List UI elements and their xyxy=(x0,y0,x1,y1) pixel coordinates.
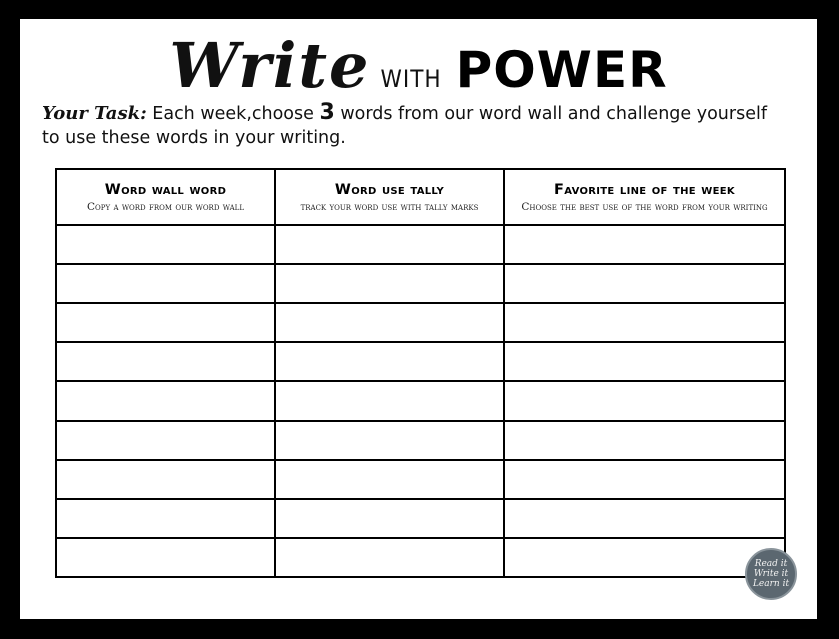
word-log-table xyxy=(55,168,789,579)
table-row xyxy=(56,499,785,538)
favorite-line-cell[interactable] xyxy=(504,381,785,420)
word-cell[interactable] xyxy=(56,499,275,538)
tally-cell[interactable] xyxy=(275,499,504,538)
read-write-learn-logo xyxy=(745,548,797,600)
favorite-line-cell[interactable] xyxy=(504,303,785,342)
tally-cell[interactable] xyxy=(275,381,504,420)
title-power: POWER xyxy=(455,41,668,99)
tally-cell[interactable] xyxy=(275,538,504,577)
logo-line: Read it xyxy=(754,559,788,569)
column-header-word-wall-word xyxy=(56,169,275,225)
task-instructions xyxy=(42,101,782,150)
title-write: Write xyxy=(169,29,371,102)
title-with: WITH xyxy=(380,65,442,93)
tally-cell[interactable] xyxy=(275,303,504,342)
worksheet-page xyxy=(20,19,817,619)
task-text-after: words from our word wall and challenge yourself to use these words in your writing. xyxy=(42,104,767,148)
word-cell[interactable] xyxy=(56,421,275,460)
table-body xyxy=(56,225,785,577)
table-row xyxy=(56,381,785,420)
word-cell[interactable] xyxy=(56,381,275,420)
favorite-line-cell[interactable] xyxy=(504,225,785,264)
column-subheading: Copy a word from our word wall xyxy=(87,200,244,213)
favorite-line-cell[interactable] xyxy=(504,421,785,460)
favorite-line-cell[interactable] xyxy=(504,264,785,303)
tally-cell[interactable] xyxy=(275,342,504,381)
favorite-line-cell[interactable] xyxy=(504,342,785,381)
table-row xyxy=(56,225,785,264)
tally-cell[interactable] xyxy=(275,460,504,499)
tally-cell[interactable] xyxy=(275,264,504,303)
column-heading: Favorite line of the week xyxy=(554,181,735,198)
word-cell[interactable] xyxy=(56,538,275,577)
logo-line: Write it xyxy=(753,569,789,579)
table-row xyxy=(56,538,785,577)
word-cell[interactable] xyxy=(56,225,275,264)
worksheet-title xyxy=(20,29,817,107)
task-number: 3 xyxy=(319,100,335,125)
column-header-word-use-tally xyxy=(275,169,504,225)
word-cell[interactable] xyxy=(56,460,275,499)
word-cell[interactable] xyxy=(56,342,275,381)
tally-cell[interactable] xyxy=(275,421,504,460)
column-subheading: Choose the best use of the word from your writing xyxy=(521,200,768,213)
column-heading: Word wall word xyxy=(104,181,227,198)
favorite-line-cell[interactable] xyxy=(504,499,785,538)
favorite-line-cell[interactable] xyxy=(504,538,785,577)
table-row xyxy=(56,264,785,303)
column-header-favorite-line xyxy=(504,169,785,225)
tally-cell[interactable] xyxy=(275,225,504,264)
task-label: Your Task: xyxy=(42,103,147,124)
column-heading: Word use tally xyxy=(334,181,445,198)
table-row xyxy=(56,303,785,342)
task-text-before: Each week,choose xyxy=(146,104,320,124)
column-subheading: track your word use with tally marks xyxy=(300,200,479,213)
table-row xyxy=(56,421,785,460)
logo-line: Learn it xyxy=(752,579,790,589)
table-row xyxy=(56,342,785,381)
table-header-row xyxy=(56,169,785,225)
favorite-line-cell[interactable] xyxy=(504,460,785,499)
table-row xyxy=(56,460,785,499)
word-cell[interactable] xyxy=(56,303,275,342)
word-cell[interactable] xyxy=(56,264,275,303)
